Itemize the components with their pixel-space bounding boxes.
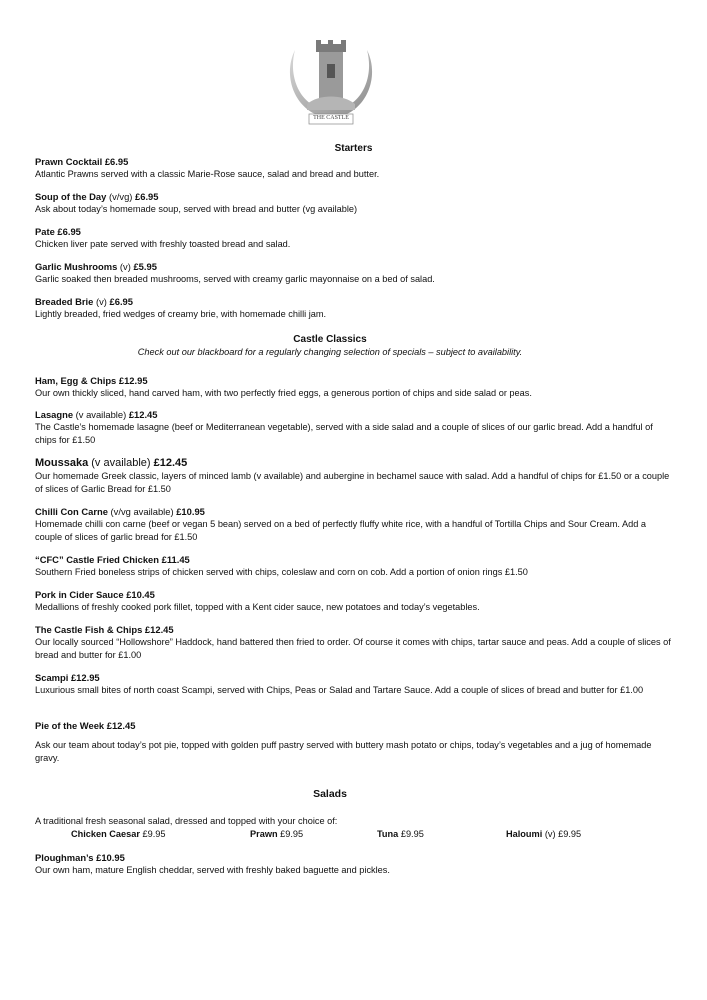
item-name: The Castle Fish & Chips — [35, 624, 143, 635]
castle-logo — [283, 38, 379, 128]
item-note: (v) — [119, 261, 131, 272]
item-description: Ask about today’s homemade soup, served with bread and butter (vg available) — [35, 204, 358, 214]
item-description: Homemade chilli con carne (beef or vegan 5 bean) served on a bed of perfectly fluffy white rice, with a handful of Tortilla Chips and Sour Cream. Add a couple of slices of garlic bread for £1.50 — [35, 519, 646, 542]
item-note: (v/vg available) — [110, 506, 174, 517]
item-note: (v available) — [91, 457, 151, 469]
menu-item-chilli-con-carne — [35, 505, 675, 544]
menu-item-castle-fried-chicken — [35, 553, 675, 579]
item-description: Medallions of freshly cooked pork fillet, topped with a Kent cider sauce, new potatoes and today’s vegetables. — [35, 602, 480, 612]
item-price: £12.45 — [153, 457, 188, 469]
menu-item-ham-egg-chips — [35, 374, 675, 400]
menu-item-pork-cider — [35, 588, 675, 614]
item-name: Garlic Mushrooms — [35, 261, 118, 272]
menu-item-fish-chips — [35, 623, 675, 662]
choice-name: Tuna — [377, 829, 399, 839]
item-description: Luxurious small bites of north coast Scampi, served with Chips, Peas or Salad and Tartare Sauce. Add a couple of slices of bread and butter for £1.00 — [35, 685, 644, 695]
salads-heading: Salads — [313, 788, 347, 800]
item-description: Our locally sourced “Hollowshore” Haddock, hand battered then fried to order. Of course it comes with chips, tartar sauce and peas. Add a couple of slices of bread and butter for £1.00 — [35, 637, 671, 660]
item-price: £12.45 — [144, 624, 174, 635]
item-name: Prawn Cocktail — [35, 156, 103, 167]
item-description: Atlantic Prawns served with a classic Marie-Rose sauce, salad and bread and butter. — [35, 169, 380, 179]
menu-item-scampi — [35, 671, 675, 697]
menu-item-lasagne — [35, 408, 675, 447]
choice-note: (v) — [544, 829, 556, 839]
menu-item-garlic-mushrooms — [35, 260, 675, 286]
choice-name: Chicken Caesar — [71, 829, 140, 839]
item-name: Pate — [35, 226, 55, 237]
item-price: £10.95 — [176, 506, 205, 517]
salad-choice-prawn — [250, 829, 303, 839]
item-name: Lasagne — [35, 409, 74, 420]
item-description: The Castle’s homemade lasagne (beef or Mediterranean vegetable), served with a side salad and a couple of slices of our garlic bread. Add a handful of chips for £1.50 — [35, 422, 653, 445]
choice-price: £9.95 — [400, 829, 424, 839]
item-name: Pie of the Week — [35, 720, 105, 731]
item-price: £11.45 — [161, 554, 190, 565]
menu-item-ploughmans — [35, 851, 675, 877]
item-description: Ask our team about today’s pot pie, topped with golden puff pastry served with buttery mash potato or chips, today’s vegetables and a jug of homemade gravy. — [35, 740, 652, 763]
item-name: Soup of the Day — [35, 191, 107, 202]
item-description: Southern Fried boneless strips of chicken served with chips, coleslaw and corn on cob. Add a portion of onion rings £1.50 — [35, 567, 528, 577]
menu-item-pie-of-the-week — [35, 719, 675, 765]
menu-item-prawn-cocktail — [35, 155, 675, 181]
item-description: Lightly breaded, fried wedges of creamy brie, with homemade chilli jam. — [35, 309, 327, 319]
item-description: Our own ham, mature English cheddar, served with freshly baked baguette and pickles. — [35, 865, 390, 875]
starters-heading: Starters — [334, 143, 373, 154]
item-description: Chicken liver pate served with freshly toasted bread and salad. — [35, 239, 291, 249]
item-price: £6.95 — [57, 226, 81, 237]
classics-heading: Castle Classics — [293, 334, 367, 345]
item-name: Scampi — [35, 672, 69, 683]
item-price: £12.45 — [106, 720, 136, 731]
item-note: (v/vg) — [108, 191, 133, 202]
item-description: Our homemade Greek classic, layers of minced lamb (v available) and aubergine in bechamel sauce with salad. Add a handful of chips for £1.50 or a couple of slices of Garlic Bread for £1.50 — [35, 471, 670, 494]
item-name: Breaded Brie — [35, 296, 94, 307]
item-price: £6.95 — [135, 191, 159, 202]
choice-price: £9.95 — [280, 829, 304, 839]
item-price: £12.95 — [118, 375, 148, 386]
salad-choice-chicken-caesar — [71, 829, 166, 839]
item-price: £5.95 — [133, 261, 157, 272]
menu-item-moussaka — [35, 457, 675, 496]
item-price: £10.45 — [126, 589, 155, 600]
item-name: Ham, Egg & Chips — [35, 375, 117, 386]
item-note: (v available) — [75, 409, 127, 420]
menu-item-soup — [35, 190, 675, 216]
item-price: £12.95 — [70, 672, 100, 683]
item-name: Moussaka — [35, 457, 89, 469]
item-name: Pork in Cider Sauce — [35, 589, 124, 600]
item-price: £10.95 — [96, 852, 125, 863]
salad-choice-tuna — [377, 829, 424, 839]
choice-name: Haloumi — [506, 829, 543, 839]
item-name: “CFC” Castle Fried Chicken — [35, 554, 159, 565]
choice-price: £9.95 — [142, 829, 166, 839]
item-price: £6.95 — [104, 156, 129, 167]
menu-item-pate — [35, 225, 675, 251]
salad-choice-haloumi — [506, 829, 581, 839]
item-price: £6.95 — [109, 296, 133, 307]
choice-name: Prawn — [250, 829, 278, 839]
item-description: Garlic soaked then breaded mushrooms, served with creamy garlic mayonnaise on a bed of salad. — [35, 274, 435, 284]
item-price: £12.45 — [128, 409, 158, 420]
choice-price: £9.95 — [558, 829, 582, 839]
salads-intro: A traditional fresh seasonal salad, dressed and topped with your choice of: — [35, 816, 338, 826]
item-name: Chilli Con Carne — [35, 506, 108, 517]
item-note: (v) — [95, 296, 107, 307]
item-description: Our own thickly sliced, hand carved ham, with two perfectly fried eggs, a generous portion of chips and side salad or peas. — [35, 388, 532, 398]
logo-caption: THE CASTLE — [313, 115, 349, 121]
item-name: Ploughman’s — [35, 852, 94, 863]
classics-subtitle: Check out our blackboard for a regularly changing selection of specials – subject to availability. — [137, 347, 523, 357]
menu-item-breaded-brie — [35, 295, 675, 321]
